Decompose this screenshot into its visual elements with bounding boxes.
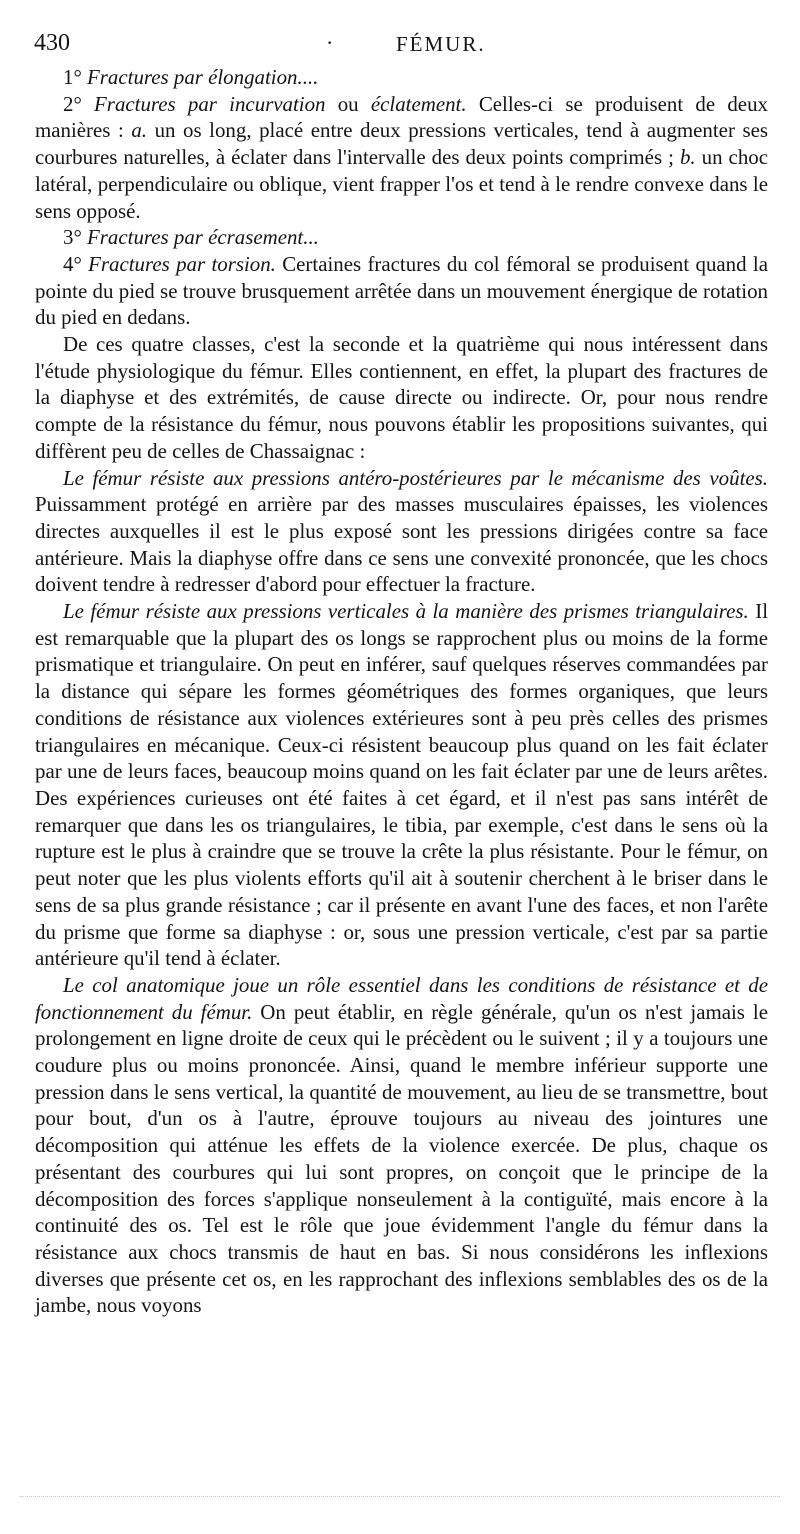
page-header [28,30,772,60]
page-number: 430 [34,30,70,56]
italic-text-segment: Le fémur résiste aux pressions verticales à la manière des prismes triangulaires. [63,599,749,624]
text-segment: On peut établir, en règle générale, qu'un os n'est jamais le prolongement en ligne droite de ceux qui le précèdent ou le suivent ; il y a toujours une coudure plus ou moins prononcée. Ainsi, quand le membre inférieur supporte une pression dans le sens vertical, la quantité de mouvement, au lieu de se transmettre, bout pour bout, d'un os à l'autre, éprouve toujours au niveau des jointures une décomposition qui atténue les effets de la violence exercée. De plus, chaque os présentant des courbures qui lui sont propres, on conçoit que le principe de la décomposition des forces s'applique nonseulement à la contiguïté, mais encore à la continuité des os. Tel est le rôle que joue évidemment l'angle du fémur dans la résistance aux chocs transmis de haut en bas. Si nous considérons les inflexions diverses que présente cet os, en les rapprochant des inflexions semblables des os de la jambe, nous voyons [35,999,768,1318]
paragraph [35,972,768,1319]
paragraph [35,598,768,972]
italic-text-segment: Fractures par élongation.... [87,65,319,89]
text-segment: 1° [63,65,88,89]
paragraph [35,91,768,225]
paragraph [35,465,768,599]
text-segment: 2° [63,91,95,116]
text-segment: De ces quatre classes, c'est la seconde et la quatrième qui nous intéressent dans l'étude physiologique du fémur. Elles contiennent, en effet, la plupart des fractures de la diaphyse et des extrémités, de cause directe ou indirecte. Or, pour nous rendre compte de la résistance du fémur, nous pouvons établir les propositions suivantes, qui diffèrent peu de celles de Chassaignac : [35,332,768,463]
text-segment: 3° [63,225,88,250]
text-segment: Celles-ci se produisent de deux manières : [35,91,768,143]
paragraph [35,251,768,331]
running-title: FÉMUR. [396,32,486,56]
italic-text-segment: Fractures par incurvation [94,91,326,116]
italic-text-segment: a. [131,118,148,143]
italic-text-segment: b. [679,145,696,170]
italic-text-segment: Le col anatomique joue un rôle essentiel dans les conditions de résistance et de fonctionnement du fémur. [35,972,768,1024]
text-segment: Certaines fractures du col fémoral se produisent quand la pointe du pied se trouve brusquement arrêtée dans un mouvement énergique de rotation du pied en dedans. [35,251,768,330]
text-segment: Puissamment protégé en arrière par des masses musculaires épaisses, les violences directes auxquelles il est le plus exposé sont les pressions dirigées contre sa face antérieure. Mais la diaphyse offre dans ce sens une convexité prononcée, que les chocs doivent tendre à redresser d'abord pour effectuer la fracture. [35,492,768,597]
text-segment: Il est remarquable que la plupart des os longs se rapprochent plus ou moins de la forme prismatique et triangulaire. On peut en inférer, sauf quelques réserves commandées par la distance qui sépare les formes géométriques des formes organiques, que leurs conditions de résistance aux violences extérieures sont à peu près celles des prismes triangulaires en mécanique. Ceux-ci résistent beaucoup plus quand on les fait éclater par une de leurs faces, beaucoup moins quand on les fait éclater par une de leurs arêtes. Des expériences curieuses ont été faites à cet égard, et il n'est pas sans intérêt de remarquer que dans les os triangulaires, le tibia, par exemple, c'est dans le sens où la rupture est le plus à craindre que se trouve la crête la plus résistante. Pour le fémur, on peut noter que les plus violents efforts qu'il ait à soutenir cherchent à le briser dans le sens de sa plus grande résistance ; car il présente en avant l'une des faces, et non l'arête du prisme que forme sa diaphyse : or, sous une pression verticale, c'est par sa partie antérieure qu'il tend à éclater. [35,599,769,971]
italic-text-segment: Fractures par écrasement... [87,225,319,250]
paragraph [35,331,768,465]
text-segment: ou [325,91,371,116]
italic-text-segment: Fractures par torsion. [88,251,276,276]
text-segment: un os long, placé entre deux pressions verticales, tend à augmenter ses courbures naturelles, à éclater dans l'intervalle des deux points comprimés ; [35,118,769,170]
text-segment: un choc latéral, perpendiculaire ou oblique, vient frapper l'os et tend à le rendre convexe dans le sens opposé. [35,145,768,223]
paragraph [35,224,768,251]
scan-artifact-line [20,1496,780,1498]
paragraph [35,64,768,91]
text-segment: 4° [63,251,89,276]
italic-text-segment: Le fémur résiste aux pressions antéro-postérieures par le mécanisme des voûtes. [63,465,768,490]
header-separator: · [326,30,334,55]
italic-text-segment: éclatement. [370,91,467,116]
body-text [35,64,768,1319]
